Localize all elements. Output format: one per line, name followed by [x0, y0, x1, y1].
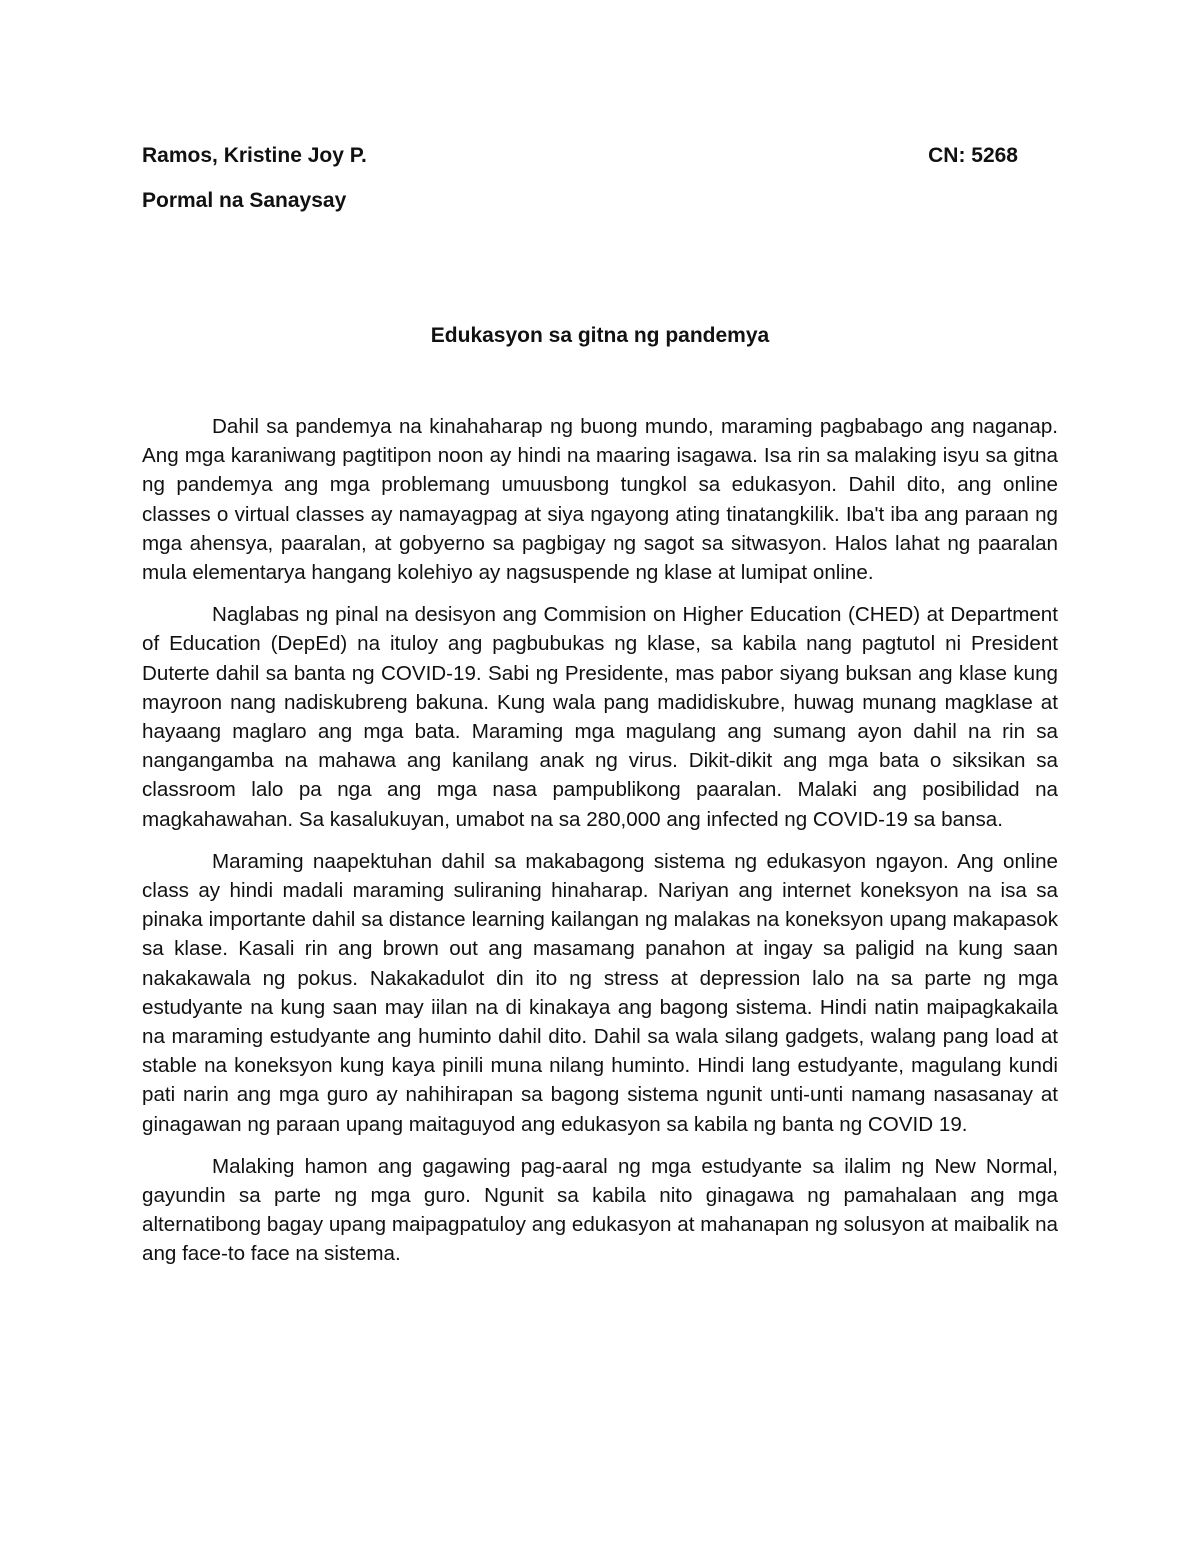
- essay-body: [142, 412, 1058, 1282]
- essay-paragraph-2: Naglabas ng pinal na desisyon ang Commision on Higher Education (CHED) at Department of Education (DepEd) na ituloy ang pagbubukas ng klase, sa kabila nang pagtutol ni President Duterte dahil sa banta ng COVID-19. Sabi ng Presidente, mas pabor siyang buksan ang klase kung mayroon nang nadiskubreng bakuna. Kung wala pang madidiskubre, huwag munang magklase at hayaang maglaro ang mga bata. Maraming mga magulang ang sumang ayon dahil na rin sa nangangamba na mahawa ang kanilang anak ng virus. Dikit-dikit ang mga bata o siksikan sa classroom lalo pa nga ang mga nasa pampublikong paaralan. Malaki ang posibilidad na magkahawahan. Sa kasalukuyan, umabot na sa 280,000 ang infected ng COVID-19 sa bansa.: [142, 603, 1058, 831]
- essay-genre: Pormal na Sanaysay: [142, 189, 347, 212]
- essay-paragraph-4: Malaking hamon ang gagawing pag-aaral ng mga estudyante sa ilalim ng New Normal, gayundin sa parte ng mga guro. Ngunit sa kabila nito ginagawa ng pamahalaan ang mga alternatibong bagay upang maipagpatuloy ang edukasyon at mahanapan ng solusyon at maibalik na ang face-to face na sistema.: [142, 1154, 1058, 1266]
- class-number: CN: 5268: [928, 144, 1018, 167]
- essay-title: Edukasyon sa gitna ng pandemya: [430, 324, 770, 347]
- essay-paragraph-3: Maraming naapektuhan dahil sa makabagong sistema ng edukasyon ngayon. Ang online class ay hindi madali maraming suliraning hinaharap. Nariyan ang internet koneksyon na isa sa pinaka importante dahil sa distance learning kailangan ng malakas na koneksyon upang makapasok sa klase. Kasali rin ang brown out ang masamang panahon at ingay sa paligid na kung saan nakakawala ng pokus. Nakakadulot din ito ng stress at depression lalo na sa parte ng mga estudyante na kung saan may iilan na di kinakaya ang bagong sistema. Hindi natin maipagkakaila na maraming estudyante ang huminto dahil dito. Dahil sa wala silang gadgets, walang pang load at stable na koneksyon kung kaya pinili muna nilang huminto. Hindi lang estudyante, magulang kundi pati narin ang mga guro ay nahihirapan sa bagong sistema ngunit unti-unti namang nasasanay at ginagawan ng paraan upang maitaguyod ang edukasyon sa kabila ng banta ng COVID 19.: [142, 849, 1058, 1136]
- author-line: [142, 144, 1018, 168]
- author-name: Ramos, Kristine Joy P.: [142, 144, 367, 167]
- essay-paragraph-1: Dahil sa pandemya na kinahaharap ng buong mundo, maraming pagbabago ang naganap. Ang mga karaniwang pagtitipon noon ay hindi na maaring isagawa. Isa rin sa malaking isyu sa gitna ng pandemya ang mga problemang umuusbong tungkol sa edukasyon. Dahil dito, ang online classes o virtual classes ay namayagpag at siya ngayong ating tinatangkilik. Iba't iba ang paraan ng mga ahensya, paaralan, at gobyerno sa pagbigay ng sagot sa sitwasyon. Halos lahat ng paaralan mula elementarya hangang kolehiyo ay nagsuspende ng klase at lumipat online.: [142, 415, 1058, 585]
